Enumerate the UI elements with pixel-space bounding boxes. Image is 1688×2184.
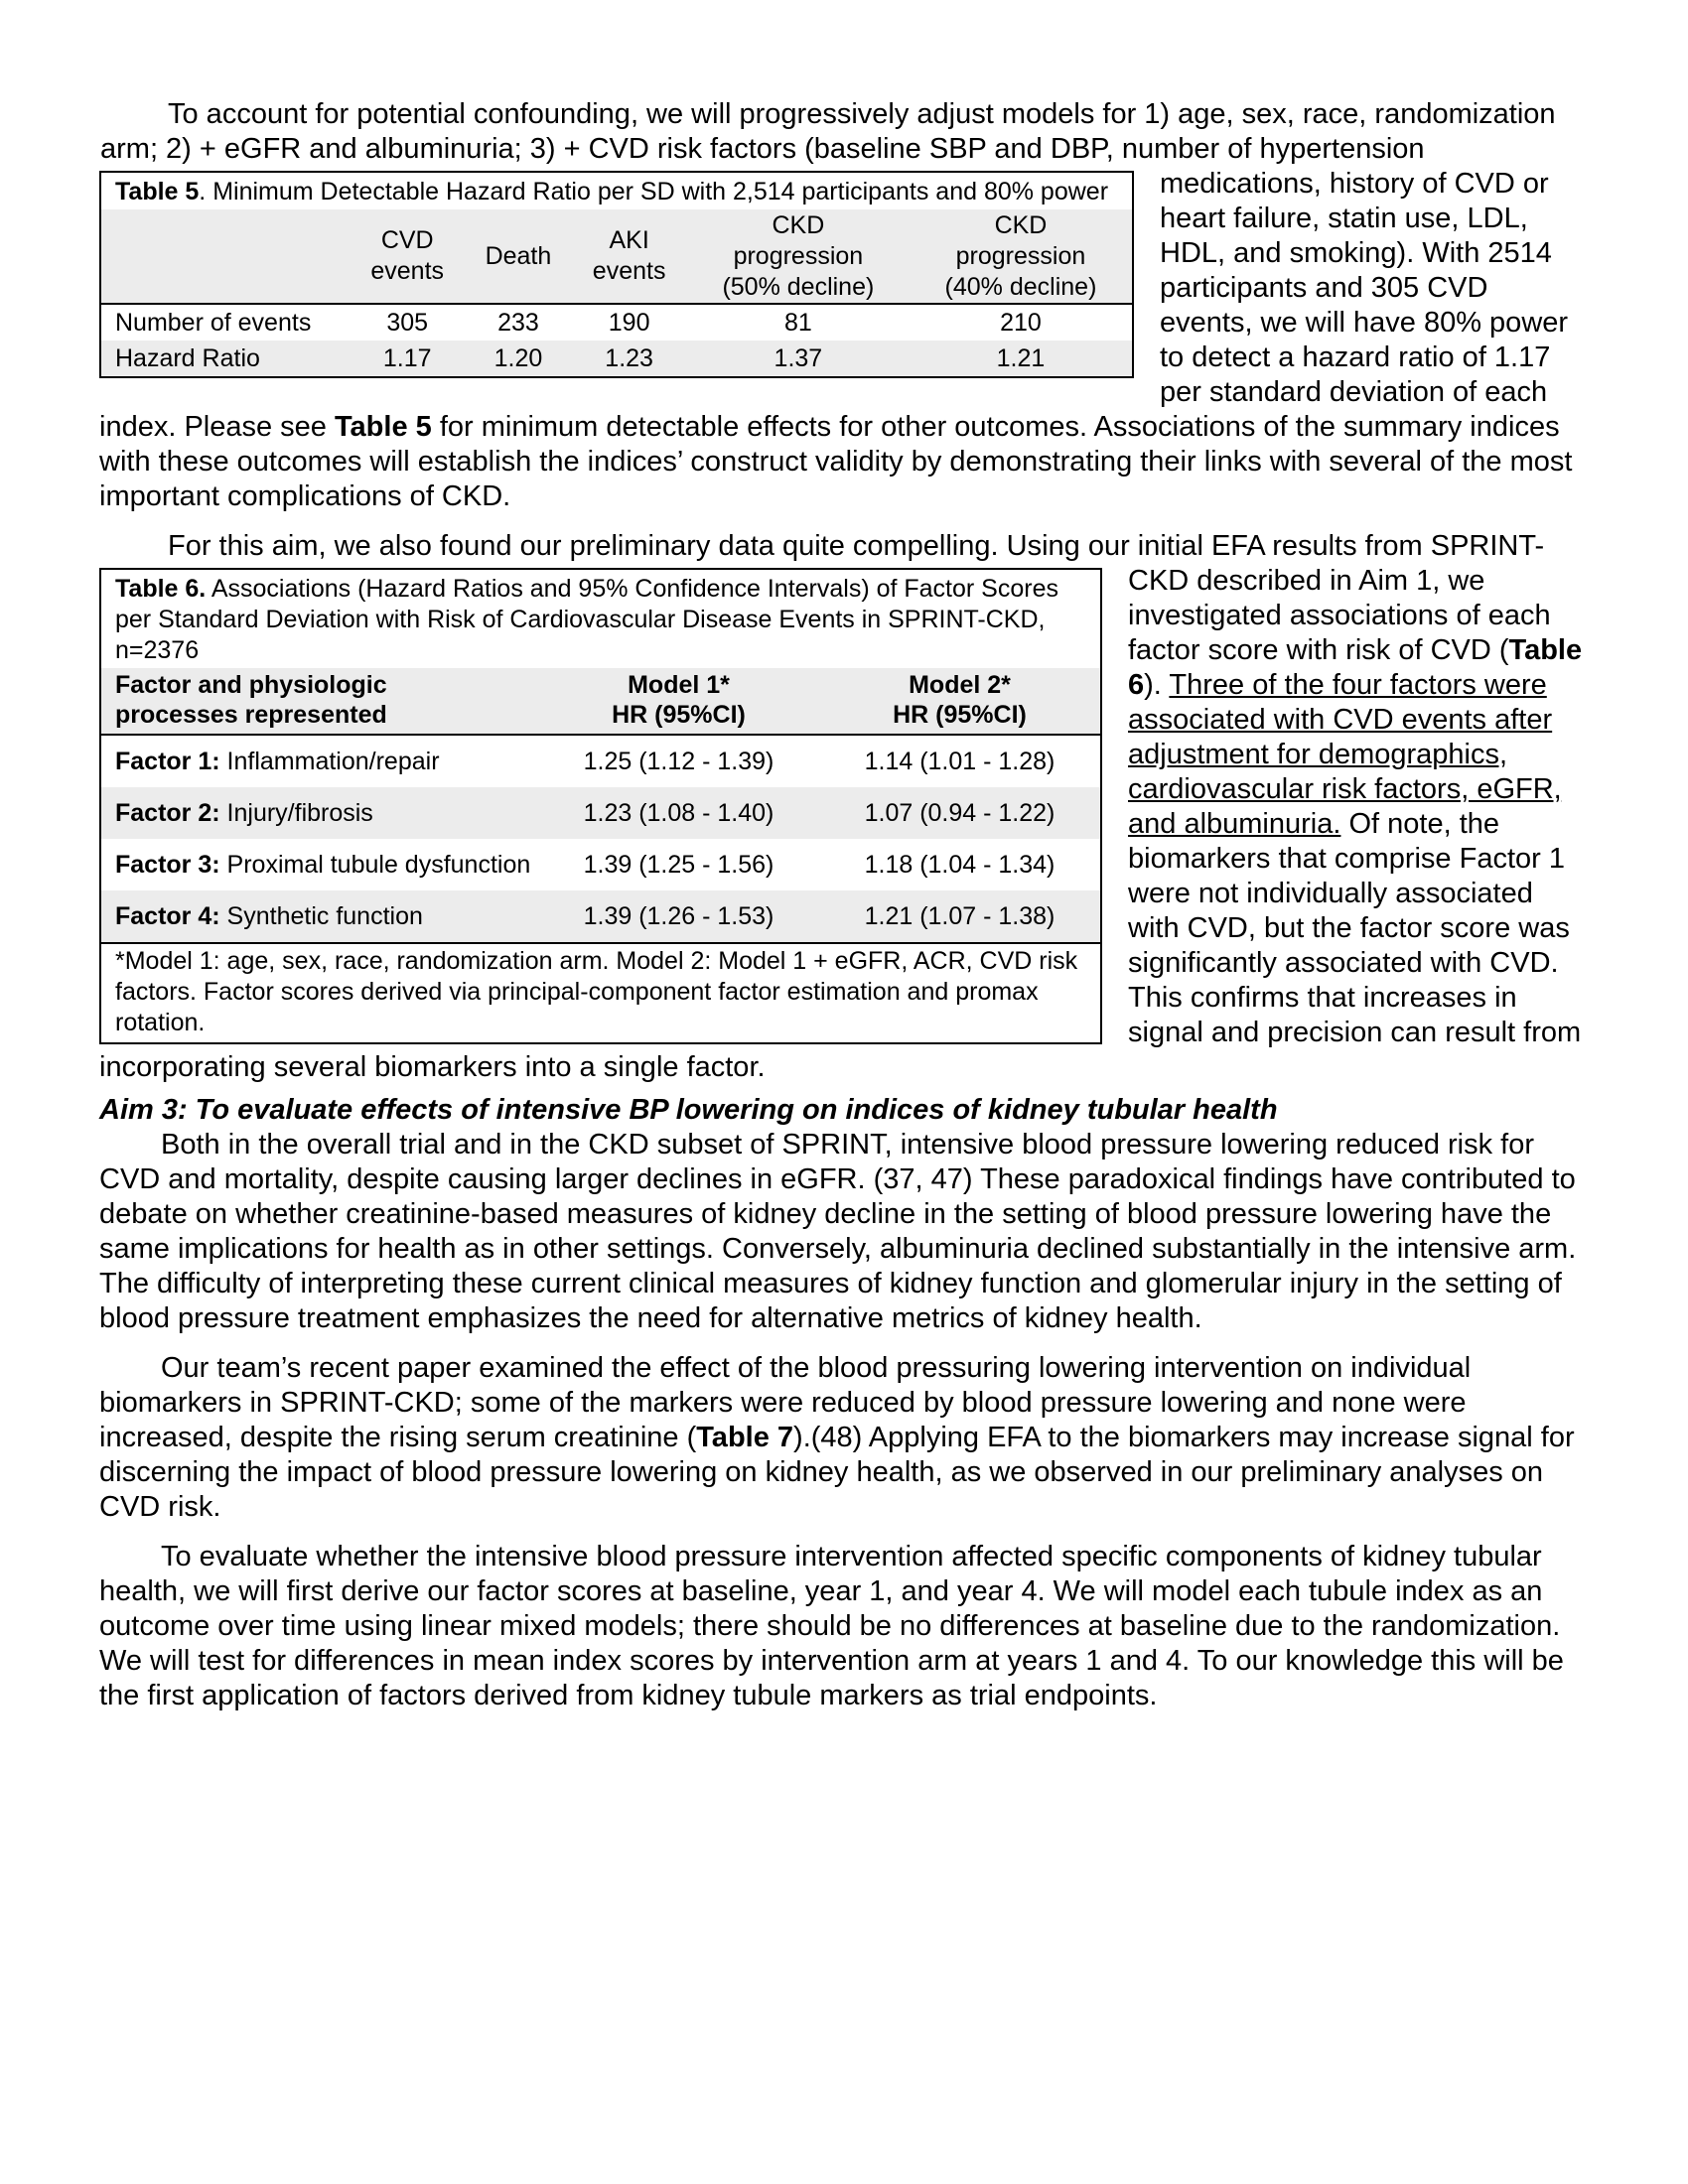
table-6: [99, 568, 1102, 1044]
float-offset: [99, 529, 100, 564]
cell: 233: [465, 304, 571, 341]
table6-grid: [101, 668, 1100, 1042]
table-row: [101, 839, 1100, 890]
table-5: [99, 171, 1134, 378]
table5-grid: [101, 209, 1132, 376]
cell: 1.25 (1.12 - 1.39): [538, 735, 819, 787]
row-label: Number of events: [101, 304, 350, 341]
table5-caption: Table 5. Minimum Detectable Hazard Ratio per SD with 2,514 participants and 80% power: [115, 178, 1109, 205]
paragraph-text: ).(48) Applying EFA to the biomarkers may increase signal for discerning the impact of blood pressure lowering on kidney health, as we observed in our preliminary analyses on CVD risk.: [99, 1422, 1575, 1523]
table5-header-death: Death: [465, 209, 571, 304]
paragraph-text: Of note, the biomarkers that comprise Factor 1 were not individually associated with CVD, but the factor score was significantly associated with CVD. This confirms that increases in signal and precision can result from incorporating several biomarkers into a single factor.: [99, 808, 1582, 1083]
cell: 1.37: [687, 341, 910, 376]
cell: 1.23: [571, 341, 686, 376]
row-label: Hazard Ratio: [101, 341, 350, 376]
table6-caption: Table 6. Associations (Hazard Ratios and 95% Confidence Intervals) of Factor Scores per Standard Deviation with Risk of Cardiovascular Disease Events in SPRINT-CKD, n=2376: [115, 575, 1058, 664]
table6-header-model2: Model 2* HR (95%CI): [819, 668, 1100, 735]
table7-reference: Table 7: [696, 1422, 794, 1453]
table5-header-ckd40: CKD progression (40% decline): [910, 209, 1132, 304]
cell: 1.23 (1.08 - 1.40): [538, 787, 819, 839]
cell: 1.21: [910, 341, 1132, 376]
cell: 1.14 (1.01 - 1.28): [819, 735, 1100, 787]
table-row: [101, 341, 1132, 376]
table5-header-ckd50: CKD progression (50% decline): [687, 209, 910, 304]
factor-cell: Factor 1: Inflammation/repair: [101, 735, 538, 787]
table5-header-row: [101, 209, 1132, 304]
table6-header-row: [101, 668, 1100, 735]
cell: 1.17: [350, 341, 465, 376]
table6-header-model1: Model 1* HR (95%CI): [538, 668, 819, 735]
table-row: [101, 787, 1100, 839]
paragraph-text: Our team’s recent paper examined the effect of the blood pressuring lowering intervention on individual biomarkers in SPRINT-CKD; some of the markers were reduced by blood pressure lowering and none were increased, despite the rising serum creatinine (: [99, 1352, 1472, 1453]
table6-footnote: *Model 1: age, sex, race, randomization arm. Model 2: Model 1 + eGFR, ACR, CVD risk factors. Factor scores derived via principal-component factor estimation and promax rotation.: [101, 943, 1100, 1042]
table6-header-factor: Factor and physiologic processes represented: [101, 668, 538, 735]
cell: 210: [910, 304, 1132, 341]
table5-header-cvd: CVD events: [350, 209, 465, 304]
paragraph-text: For this aim, we also found our preliminary data quite compelling. Using our initial EFA results from SPRINT-CKD described in Aim 1, we investigated associations of each factor score with risk of CVD (: [168, 530, 1551, 666]
paragraph-text: for minimum detectable effects for other outcomes. Associations of the summary indices with these outcomes will establish the indices’ construct validity by demonstrating their links with several of the most important complications of CKD.: [99, 411, 1573, 512]
table5-reference: Table 5: [334, 411, 432, 443]
aim3-paragraph-3: To evaluate whether the intensive blood pressure intervention affected specific components of kidney tubular health, we will first derive our factor scores at baseline, year 1, and year 4. We will model each tubule index as an outcome over time using linear mixed models; there should be no differences at baseline due to the randomization. We will test for differences in mean index scores by intervention arm at years 1 and 4. To our knowledge this will be the first application of factors derived from kidney tubule markers as trial endpoints.: [99, 1541, 1564, 1711]
aim3-paragraph-1: Both in the overall trial and in the CKD subset of SPRINT, intensive blood pressure lowering reduced risk for CVD and mortality, despite causing larger declines in eGFR. (37, 47) These paradoxical findings have contributed to debate on whether creatinine-based measures of kidney decline in the setting of blood pressure lowering have the same implications for health as in other settings. Conversely, albuminuria declined substantially in the intensive arm. The difficulty of interpreting these current clinical measures of kidney function and glomerular injury in the setting of blood pressure treatment emphasizes the need for alternative metrics of kidney health.: [99, 1129, 1577, 1334]
cell: 190: [571, 304, 686, 341]
cell: 1.07 (0.94 - 1.22): [819, 787, 1100, 839]
aim3-paragraph-2: [99, 1351, 1589, 1525]
table5-header-aki: AKI events: [571, 209, 686, 304]
cell: 1.18 (1.04 - 1.34): [864, 850, 1055, 879]
table6-footnote-row: [101, 943, 1100, 1042]
cell: 1.20: [465, 341, 571, 376]
paragraph-text: To account for potential confounding, we will progressively adjust models for 1) age, sex, race, randomization arm; 2) + eGFR and albuminuria; 3) + CVD risk factors (baseline SBP and DBP, number of hypertension medications, history of CVD or heart failure, statin use, LDL, HDL, and smoking). With 2514 participants and 305 CVD events, we will have 80% power to detect a hazard ratio of 1.17 per standard deviation of each index. Please see: [99, 98, 1569, 443]
table6-reference: Table 6: [1128, 634, 1583, 701]
cell: 305: [350, 304, 465, 341]
table5-header-empty: [101, 209, 350, 304]
cell: 1.39 (1.25 - 1.56): [583, 850, 774, 879]
table-row: [101, 735, 1100, 787]
paragraph-text: ).: [1144, 669, 1170, 701]
underlined-finding: Three of the four factors were associated with CVD events after adjustment for demographics, cardiovascular risk factors, eGFR, and albuminuria.: [1128, 669, 1562, 840]
table-row: [101, 890, 1100, 943]
factor-cell: Factor 3: Proximal tubule dysfunction: [115, 850, 531, 879]
factor-cell: Factor 2: Injury/fibrosis: [101, 787, 538, 839]
cell: 81: [687, 304, 910, 341]
cell: 1.39 (1.26 - 1.53): [538, 890, 819, 943]
cell: 1.21 (1.07 - 1.38): [819, 890, 1100, 943]
aim3-heading: Aim 3: To evaluate effects of intensive BP lowering on indices of kidney tubular health: [99, 1094, 1278, 1126]
table-row: [101, 304, 1132, 341]
factor-cell: Factor 4: Synthetic function: [101, 890, 538, 943]
